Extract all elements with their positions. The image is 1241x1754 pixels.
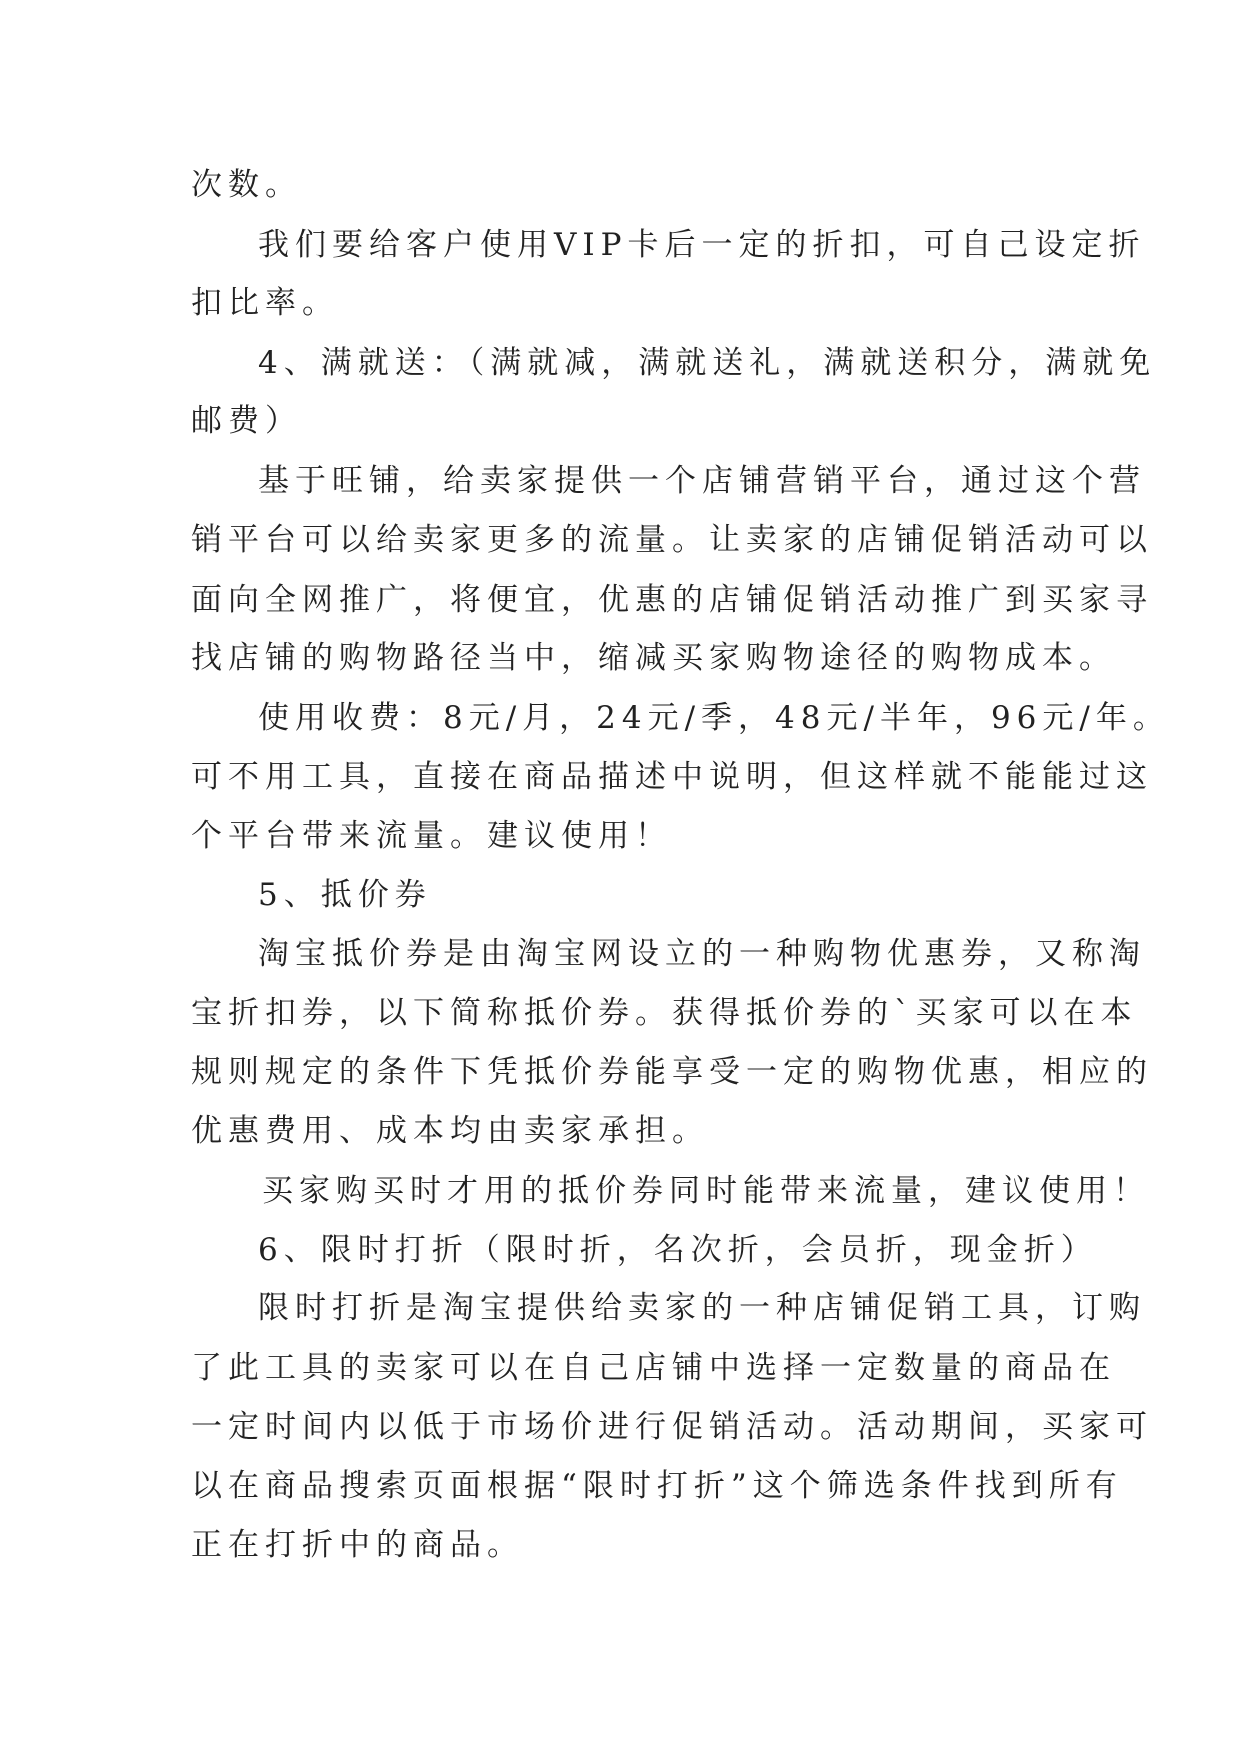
text-line: 一定时间内以低于市场价进行促销活动。活动期间，买家可 bbox=[191, 1409, 1153, 1445]
text-line: 销平台可以给卖家更多的流量。让卖家的店铺促销活动可以 bbox=[191, 522, 1153, 558]
text-line: 次数。 bbox=[191, 167, 302, 203]
text-line: 我们要给客户使用VIP卡后一定的折扣，可自己设定折 bbox=[258, 227, 1146, 263]
text-line: 个平台带来流量。建议使用！ bbox=[191, 818, 672, 854]
text-line: 优惠费用、成本均由卖家承担。 bbox=[191, 1113, 709, 1149]
text-line: 面向全网推广，将便宜，优惠的店铺促销活动推广到买家寻 bbox=[191, 582, 1153, 618]
text-line: 宝折扣券，以下简称抵价券。获得抵价券的`买家可以在本 bbox=[191, 995, 1138, 1031]
text-line: 使用收费：8元/月，24元/季，48元/半年，96元/年。 bbox=[258, 700, 1170, 736]
text-line: 可不用工具，直接在商品描述中说明，但这样就不能能过这 bbox=[191, 759, 1153, 795]
text-line: 淘宝抵价券是由淘宝网设立的一种购物优惠券，又称淘 bbox=[258, 936, 1146, 972]
text-line: 扣比率。 bbox=[191, 285, 339, 321]
text-line: 找店铺的购物路径当中，缩减买家购物途径的购物成本。 bbox=[191, 640, 1116, 676]
section-heading: 5、抵价券 bbox=[258, 877, 432, 913]
section-heading: 4、满就送：（满就减，满就送礼，满就送积分，满就免 bbox=[258, 345, 1157, 381]
text-line: 买家购买时才用的抵价券同时能带来流量，建议使用！ bbox=[262, 1173, 1150, 1209]
text-line: 了此工具的卖家可以在自己店铺中选择一定数量的商品在 bbox=[191, 1350, 1116, 1386]
section-heading: 6、限时打折（限时折，名次折，会员折，现金折） bbox=[258, 1232, 1098, 1268]
text-line: 以在商品搜索页面根据“限时打折”这个筛选条件找到所有 bbox=[191, 1468, 1123, 1504]
text-line: 限时打折是淘宝提供给卖家的一种店铺促销工具，订购 bbox=[258, 1290, 1146, 1326]
text-line: 邮费） bbox=[191, 403, 302, 439]
text-line: 正在打折中的商品。 bbox=[191, 1527, 524, 1563]
text-line: 规则规定的条件下凭抵价券能享受一定的购物优惠，相应的 bbox=[191, 1054, 1153, 1090]
text-line: 基于旺铺，给卖家提供一个店铺营销平台，通过这个营 bbox=[258, 463, 1146, 499]
